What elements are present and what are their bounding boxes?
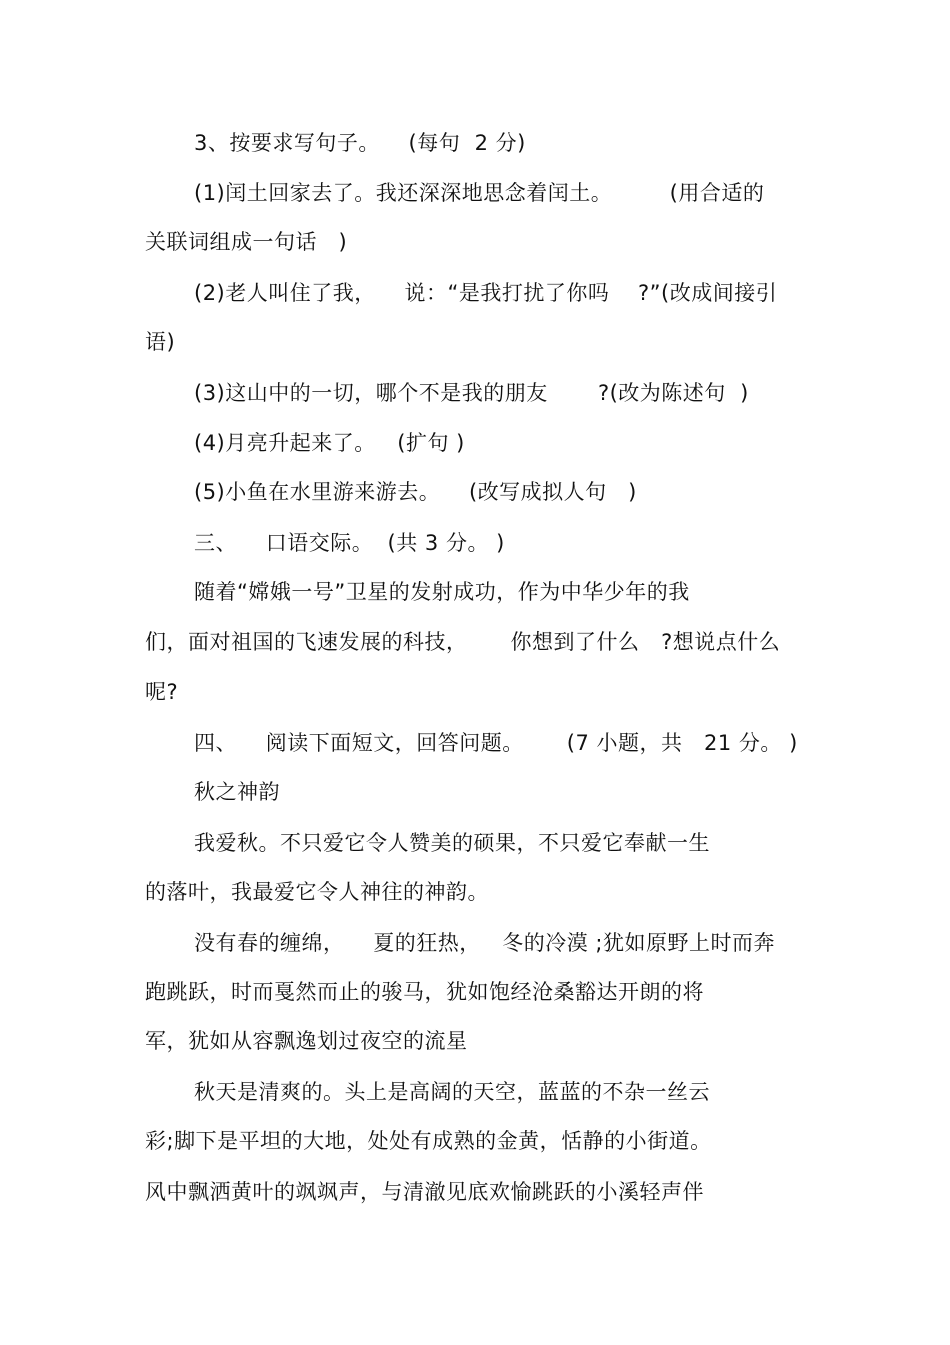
- passage-paragraph-1-line-1: 我爱秋。不只爱它令人赞美的硕果，不只爱它奉献一生: [194, 831, 710, 855]
- question-3-item-1-continued: 关联词组成一句话 ): [145, 230, 348, 254]
- passage-paragraph-2-line-2: 跑跳跃，时而戛然而止的骏马，犹如饱经沧桑豁达开朗的将: [145, 980, 704, 1004]
- section-3-prompt-line-1: 随着“嫦娥一号”卫星的发射成功，作为中华少年的我: [194, 580, 690, 604]
- passage-paragraph-3-line-3: 风中飘洒黄叶的飒飒声，与清澈见底欢愉跳跃的小溪轻声伴: [145, 1180, 704, 1204]
- passage-title: 秋之神韵: [194, 780, 280, 804]
- passage-paragraph-3-line-2: 彩;脚下是平坦的大地，处处有成熟的金黄，恬静的小街道。: [145, 1129, 712, 1153]
- question-3-item-4: (4)月亮升起来了。 (扩句 ): [194, 431, 465, 455]
- question-3-item-5: (5)小鱼在水里游来游去。 (改写成拟人句 ): [194, 480, 637, 504]
- question-3-item-1: (1)闰土回家去了。我还深深地思念着闰土。 (用合适的: [194, 181, 765, 205]
- passage-paragraph-1-line-2: 的落叶，我最爱它令人神往的神韵。: [145, 880, 489, 904]
- section-3-heading: 三、 口语交际。 (共 3 分。 ): [194, 531, 505, 555]
- question-3-item-3: (3)这山中的一切，哪个不是我的朋友 ?(改为陈述句 ): [194, 381, 749, 405]
- passage-paragraph-3-line-1: 秋天是清爽的。头上是高阔的天空，蓝蓝的不杂一丝云: [194, 1080, 710, 1104]
- section-3-prompt-line-3: 呢?: [145, 680, 179, 704]
- section-4-heading: 四、 阅读下面短文，回答问题。 (7 小题，共 21 分。 ): [194, 731, 798, 755]
- passage-paragraph-2-line-1: 没有春的缠绵， 夏的狂热， 冬的冷漠 ;犹如原野上时而奔: [194, 931, 775, 955]
- section-3-prompt-line-2: 们，面对祖国的飞速发展的科技， 你想到了什么 ?想说点什么: [145, 630, 781, 654]
- question-3-heading: 3、按要求写句子。 (每句 2 分): [194, 131, 526, 155]
- question-3-item-2-continued: 语): [145, 330, 176, 354]
- passage-paragraph-2-line-3: 军，犹如从容飘逸划过夜空的流星: [145, 1029, 468, 1053]
- question-3-item-2: (2)老人叫住了我， 说：“是我打扰了你吗 ?”(改成间接引: [194, 281, 778, 305]
